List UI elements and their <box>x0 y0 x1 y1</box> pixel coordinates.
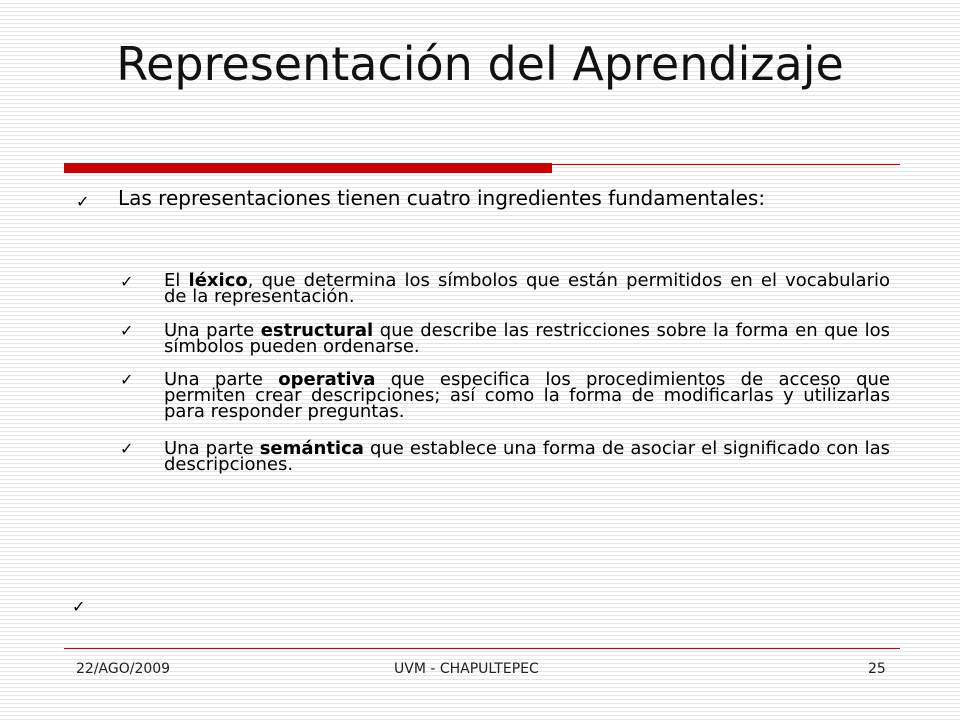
list-item-text: que describe las restricciones sobre la forma en que los símbolos pueden ordenarse. <box>164 320 891 357</box>
check-mark-icon: ✓ <box>120 439 134 458</box>
list-item <box>164 320 891 357</box>
check-mark-icon: ✓ <box>120 321 134 340</box>
list-item-prefix: Una parte <box>164 438 260 459</box>
list-item <box>164 270 890 307</box>
list-item-prefix: El <box>164 270 189 291</box>
title-underline-accent <box>64 163 552 173</box>
list-item <box>164 369 890 422</box>
footer-rule <box>64 648 900 649</box>
list-item-prefix: Una parte <box>164 369 279 390</box>
list-item-text: que especifica los procedimientos de acceso que permiten crear descripciones; así como la forma de modificarlas y utilizarlas para responder preguntas. <box>164 369 890 422</box>
check-mark-icon: ✓ <box>76 192 90 211</box>
list-item-text: que establece una forma de asociar el significado con las descripciones. <box>164 438 891 475</box>
list-item-keyword: léxico <box>188 270 248 291</box>
footer-date: 22/AGO/2009 <box>76 661 171 677</box>
footer-page-number: 25 <box>868 661 886 677</box>
list-item-text: , que determina los símbolos que están permitidos en el vocabulario de la representación. <box>164 270 890 307</box>
check-mark-icon: ✓ <box>120 370 134 389</box>
list-item-prefix: Una parte <box>164 320 261 341</box>
list-item-keyword: operativa <box>278 369 376 390</box>
list-item-keyword: estructural <box>260 320 374 341</box>
title-underline-line <box>552 164 900 165</box>
list-item-keyword: semántica <box>259 438 364 459</box>
list-item <box>164 438 891 475</box>
check-mark-icon: ✓ <box>120 272 134 291</box>
intro-bullet-text: Las representaciones tienen cuatro ingredientes fundamentales: <box>118 186 766 210</box>
check-mark-icon: ✓ <box>72 597 86 616</box>
footer-center: UVM - CHAPULTEPEC <box>394 661 539 677</box>
slide-title: Representación del Aprendizaje <box>116 37 844 91</box>
